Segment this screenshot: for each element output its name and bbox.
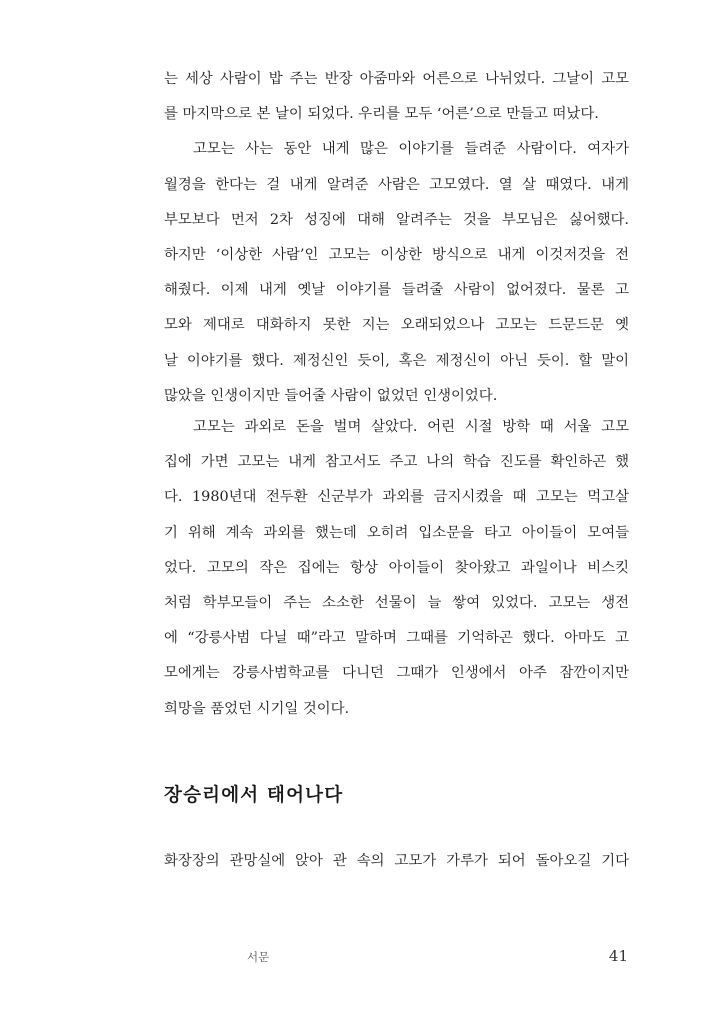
text-line: 월경을 한다는 걸 내게 알려준 사람은 고모였다. 열 살 때였다. 내게 [164,176,629,193]
text-line: 부모보다 먼저 2차 성징에 대해 알려주는 것을 부모님은 싫어했다. [164,211,629,228]
running-footer-label: 서문 [247,950,270,964]
text-line: 에 “강릉사범 다닐 때”라고 말하며 그때를 기억하곤 했다. 아마도 고 [164,630,629,647]
page-number: 41 [608,947,628,965]
text-line: 는 세상 사람이 밥 주는 반장 아줌마와 어른으로 나뉘었다. 그날이 고모 [164,71,629,87]
section-subtitle: 화장장의 관망실에 앉아 관 속의 고모가 가루가 되어 돌아오길 기다 [164,853,629,869]
text-line: 다. 1980년대 전두환 신군부가 과외를 금지시켰을 때 고모는 먹고살 [164,489,629,506]
text-line: 를 마지막으로 본 날이 되었다. 우리를 모두 ‘어른’으로 만들고 떠났다. [164,106,599,123]
body-text-lower [164,410,629,727]
text-line: 었다. 고모의 작은 집에는 항상 아이들이 찾아왔고 과일이나 비스킷 [164,559,629,576]
text-line: 기 위해 계속 과외를 했는데 오히려 입소문을 타고 아이들이 모여들 [164,524,629,541]
text-line: 해줬다. 이제 내게 옛날 이야기를 들려줄 사람이 없어졌다. 물론 고 [164,282,629,299]
text-line: 하지만 ‘이상한 사람’인 고모는 이상한 방식으로 내게 이것저것을 전 [164,246,629,263]
text-line: 많았을 인생이지만 들어줄 사람이 없었던 인생이었다. [164,387,498,404]
paragraph [164,132,629,414]
continued-paragraph [164,62,629,132]
text-line: 고모는 사는 동안 내게 많은 이야기를 들려준 사람이다. 여자가 [193,141,629,158]
section-heading: 장승리에서 태어나다 [164,785,344,806]
body-text-upper [164,62,629,414]
paragraph [164,410,629,727]
text-line: 모에게는 강릉사범학교를 다니던 그때가 인생에서 아주 잠깐이지만 [164,665,629,682]
text-line: 날 이야기를 했다. 제정신인 듯이, 혹은 제정신이 아닌 듯이. 할 말이 [164,352,629,369]
text-line: 집에 가면 고모는 내게 참고서도 주고 나의 학습 진도를 확인하곤 했 [164,454,629,471]
text-line: 고모는 과외로 돈을 벌며 살았다. 어린 시절 방학 때 서울 고모 [193,419,629,435]
text-line: 희망을 품었던 시기일 것이다. [164,700,350,717]
text-line: 모와 제대로 대화하지 못한 지는 오래되었으나 고모는 드문드문 옛 [164,317,629,334]
text-line: 처럼 학부모들이 주는 소소한 선물이 늘 쌓여 있었다. 고모는 생전 [164,594,629,611]
